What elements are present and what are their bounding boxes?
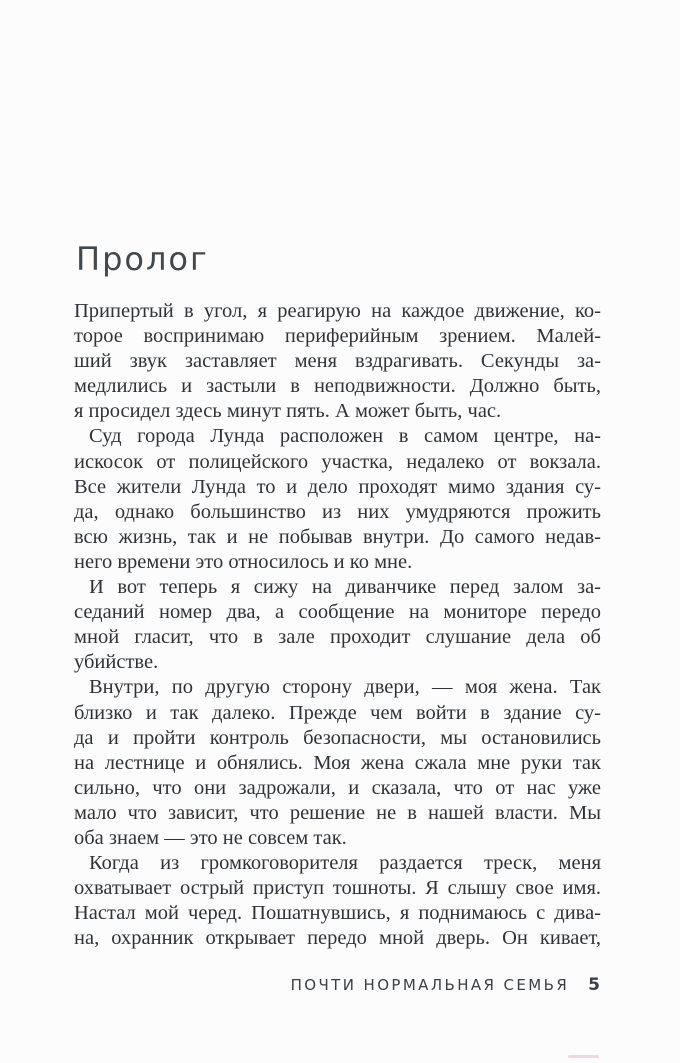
text-line: седаний номер два, а сообщение на мониторе передо: [74, 601, 601, 624]
text-line: оба знаем — это не совсем так.: [74, 826, 347, 849]
text-line: ший звук заставляет меня вздрагивать. Секунды за-: [74, 350, 601, 373]
text-line: искосок от полицейского участка, недалеко от вокзала.: [74, 450, 601, 473]
body-text-block: [74, 299, 601, 951]
text-line: Суд города Лунда расположен в самом центре, на-: [89, 425, 601, 448]
text-line: сильно, что они задрожали, и сказала, что от нас уже: [74, 776, 601, 799]
chapter-heading: Пролог: [76, 240, 209, 278]
text-line: охватывает острый приступ тошноты. Я слышу свое имя.: [74, 877, 601, 900]
text-line: торое воспринимаю периферийным зрением. Малей-: [74, 325, 601, 348]
running-title: ПОЧТИ НОРМАЛЬНАЯ СЕМЬЯ: [290, 976, 570, 994]
paragraph: [74, 575, 601, 675]
paragraph: [74, 424, 601, 575]
text-line: всю жизнь, так и не побывав внутри. До самого недав-: [74, 525, 601, 548]
text-line: мной гласит, что в зале проходит слушание дела об: [74, 626, 601, 649]
text-line: на, охранник открывает передо мной дверь. Он кивает,: [74, 927, 601, 950]
page-number: 5: [588, 975, 601, 995]
text-line: Когда из громкоговорителя раздается треск, меня: [89, 852, 601, 875]
text-line: медлились и застыли в неподвижности. Должно быть,: [74, 375, 601, 398]
text-line: я просидел здесь минут пять. А может быть, час.: [74, 400, 502, 423]
paragraph: [74, 299, 601, 424]
text-line: И вот теперь я сижу на диванчике перед залом за-: [89, 576, 601, 599]
paragraph: [74, 675, 601, 851]
text-line: на лестнице и обнялись. Моя жена сжала мне руки так: [74, 751, 601, 774]
text-line: убийстве.: [74, 651, 159, 674]
text-line: Все жители Лунда то и дело проходят мимо здания су-: [74, 475, 601, 498]
scan-artifact-mark: [568, 1055, 599, 1058]
page-footer: [74, 975, 601, 995]
paragraph: [74, 851, 601, 951]
text-line: Припертый в угол, я реагирую на каждое движение, ко-: [74, 300, 601, 322]
text-line: Внутри, по другую сторону двери, — моя жена. Так: [89, 676, 601, 699]
text-line: Настал мой черед. Пошатнувшись, я поднимаюсь с дива-: [74, 902, 601, 925]
text-line: него времени это относилось и ко мне.: [74, 550, 413, 573]
text-line: близко и так далеко. Прежде чем войти в здание су-: [74, 701, 601, 724]
text-line: мало что зависит, что решение не в нашей власти. Мы: [74, 801, 601, 824]
text-line: да, однако большинство из них умудряются прожить: [74, 500, 601, 523]
text-line: да и пройти контроль безопасности, мы остановились: [74, 726, 601, 749]
